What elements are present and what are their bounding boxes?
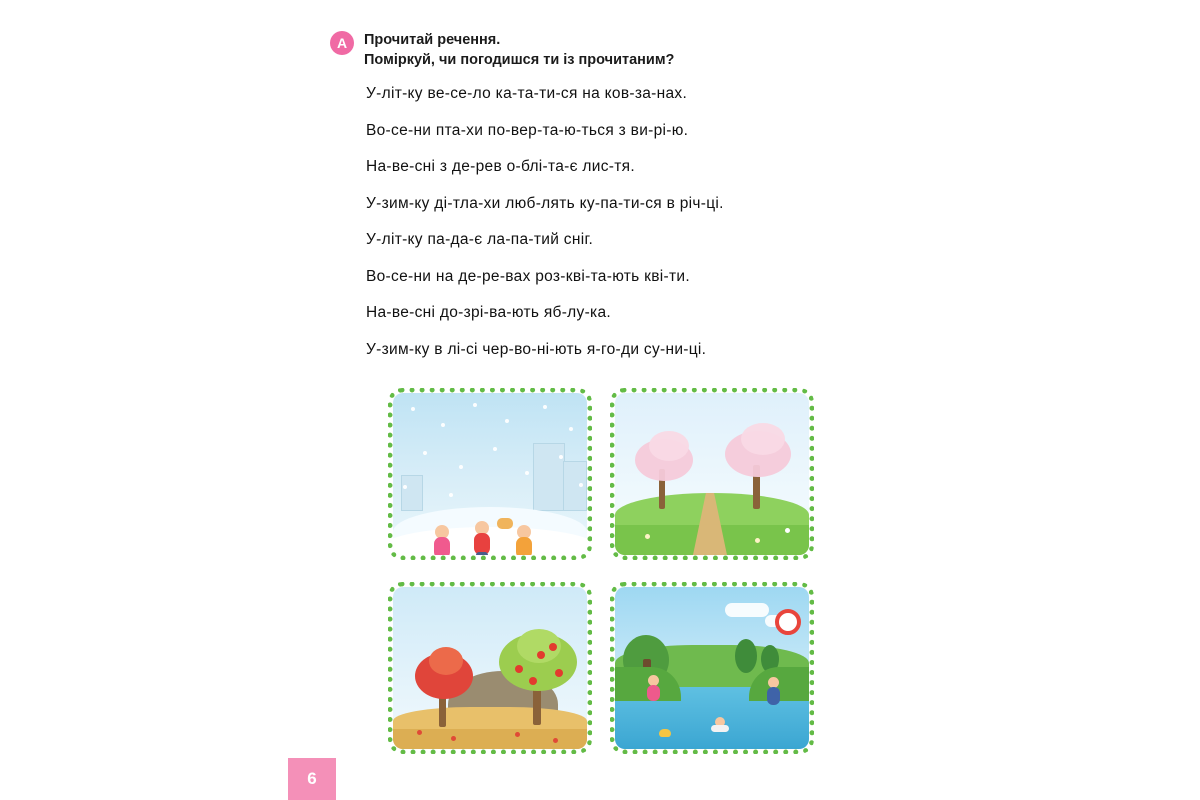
task-badge: А bbox=[330, 31, 354, 55]
child-figure-swimming bbox=[711, 717, 729, 731]
task-instructions bbox=[364, 30, 674, 70]
puppy-icon bbox=[497, 518, 513, 529]
spring-scene bbox=[615, 393, 809, 555]
illustration-spring-blossoming-trees bbox=[610, 388, 814, 560]
summer-scene bbox=[615, 587, 809, 749]
life-ring-icon bbox=[775, 609, 801, 635]
building-icon bbox=[563, 461, 587, 511]
red-tree bbox=[409, 637, 479, 727]
sentence-item: На-ве-сні з де-рев о-блі-та-є лис-тя. bbox=[366, 158, 635, 175]
illustration-winter-children-skating bbox=[388, 388, 592, 560]
apple-tree bbox=[493, 615, 583, 725]
cloud-icon bbox=[725, 603, 769, 617]
sentence-item: Во-се-ни на де-ре-вах роз-кві-та-ють кві-ти. bbox=[366, 267, 690, 285]
autumn-scene bbox=[393, 587, 587, 749]
snow-ground-front bbox=[393, 527, 587, 555]
building-icon bbox=[533, 443, 565, 511]
sentence-item: На-ве-сні до-зрі-ва-ють яб-лу-ка. bbox=[366, 304, 611, 321]
child-figure bbox=[645, 675, 661, 701]
page-number: 6 bbox=[307, 769, 317, 788]
sentence-item: У-літ-ку ве-се-ло ка-та-ти-ся на ков-за-нах. bbox=[366, 85, 688, 102]
sentence-item: У-літ-ку па-да-є ла-па-тий сніг. bbox=[366, 231, 594, 248]
illustration-summer-children-swimming bbox=[610, 582, 814, 754]
task-instruction-line-1: Прочитай речення. bbox=[364, 32, 501, 48]
tree-icon bbox=[735, 639, 757, 673]
illustration-autumn-trees-with-apples bbox=[388, 582, 592, 754]
sentence-list bbox=[366, 85, 926, 377]
child-figure bbox=[765, 677, 781, 705]
building-icon bbox=[401, 475, 423, 511]
illustration-grid bbox=[388, 388, 818, 754]
sentence-item: У-зим-ку ді-тла-хи люб-лять ку-па-ти-ся в річ-ці. bbox=[366, 194, 724, 212]
page-number-tab bbox=[288, 758, 336, 800]
duck-icon bbox=[659, 729, 671, 737]
task-header bbox=[330, 30, 674, 70]
task-instruction-line-2: Поміркуй, чи погодишся ти із прочитаним? bbox=[364, 52, 675, 68]
winter-scene bbox=[393, 393, 587, 555]
sentence-item: У-зим-ку в лі-сі чер-во-ні-ють я-го-ди су-ни-ці. bbox=[366, 340, 707, 358]
sentence-item: Во-се-ни пта-хи по-вер-та-ю-ться з ви-рі-ю. bbox=[366, 121, 689, 139]
